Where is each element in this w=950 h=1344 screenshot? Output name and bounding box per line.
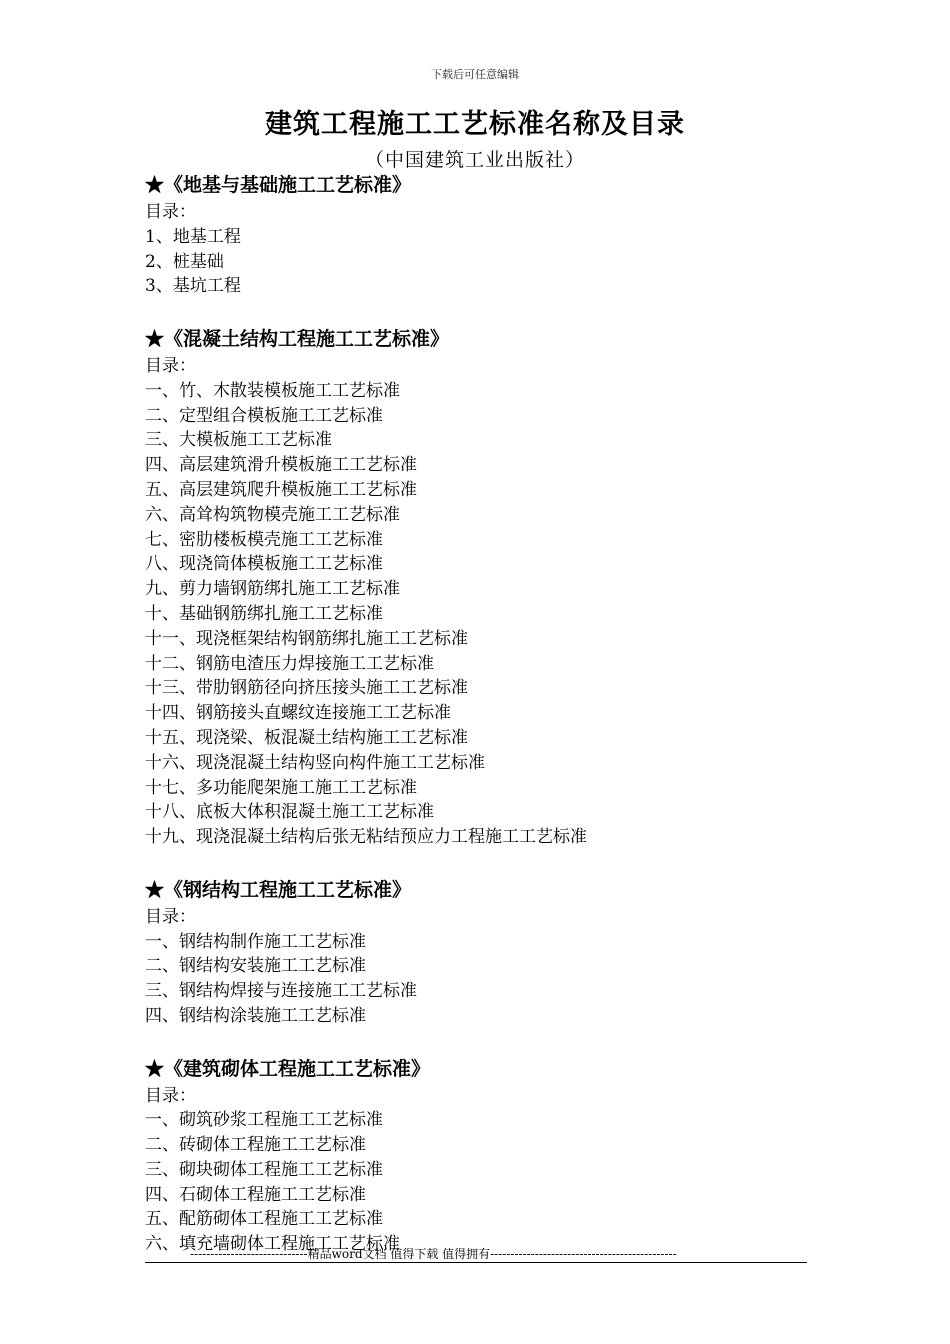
list-item: 十一、现浇框架结构钢筋绑扎施工工艺标准 xyxy=(145,628,468,649)
toc-label: 目录： xyxy=(145,1085,196,1106)
list-item: 十八、底板大体积混凝土施工工艺标准 xyxy=(145,802,434,823)
list-item: 3、基坑工程 xyxy=(145,276,241,297)
list-item: 十三、带肋钢筋径向挤压接头施工工艺标准 xyxy=(145,678,468,699)
toc-label: 目录： xyxy=(145,906,196,927)
list-item: 1、地基工程 xyxy=(145,226,241,247)
list-item: 三、砌块砌体工程施工工艺标准 xyxy=(145,1159,383,1180)
list-item: 一、竹、木散装模板施工工艺标准 xyxy=(145,380,400,401)
list-item: 六、填充墙砌体工程施工工艺标准 xyxy=(145,1234,400,1255)
section-title: ★《建筑砌体工程施工工艺标准》 xyxy=(145,1057,431,1080)
section-title: ★《混凝土结构工程施工工艺标准》 xyxy=(145,327,450,350)
toc-label: 目录： xyxy=(145,202,196,222)
list-item: 七、密肋楼板模壳施工工艺标准 xyxy=(145,529,383,550)
list-item: 一、钢结构制作施工工艺标准 xyxy=(145,931,366,952)
header-note: 下载后可任意编辑 xyxy=(431,68,519,81)
list-item: 2、桩基础 xyxy=(145,251,224,272)
list-item: 十四、钢筋接头直螺纹连接施工工艺标准 xyxy=(145,703,451,724)
toc-label: 目录： xyxy=(145,355,196,376)
list-item: 五、配筋砌体工程施工工艺标准 xyxy=(145,1209,383,1230)
document-body xyxy=(145,170,845,1257)
list-item: 十、基础钢筋绑扎施工工艺标准 xyxy=(145,603,383,624)
list-item: 四、高层建筑滑升模板施工工艺标准 xyxy=(145,455,417,476)
document-subtitle: （中国建筑工业出版社） xyxy=(364,149,585,171)
section-steel xyxy=(145,875,845,1029)
section-concrete xyxy=(145,324,845,850)
list-item: 十七、多功能爬架施工施工工艺标准 xyxy=(145,777,417,798)
footer-text: -----------------------------精品word文档 值得下载 值得拥有---------------------------------------------- xyxy=(190,1247,677,1261)
list-item: 三、钢结构焊接与连接施工工艺标准 xyxy=(145,981,417,1002)
list-item: 十六、现浇混凝土结构竖向构件施工工艺标准 xyxy=(145,752,485,773)
list-item: 十二、钢筋电渣压力焊接施工工艺标准 xyxy=(145,653,434,674)
list-item: 十九、现浇混凝土结构后张无粘结预应力工程施工工艺标准 xyxy=(145,827,587,848)
list-item: 九、剪力墙钢筋绑扎施工工艺标准 xyxy=(145,579,400,600)
list-item: 四、石砌体工程施工工艺标准 xyxy=(145,1184,366,1205)
footer-divider xyxy=(145,1262,807,1263)
list-item: 二、定型组合模板施工工艺标准 xyxy=(145,405,383,426)
list-item: 五、高层建筑爬升模板施工工艺标准 xyxy=(145,479,417,500)
list-item: 四、钢结构涂装施工工艺标准 xyxy=(145,1005,366,1026)
list-item: 十五、现浇梁、板混凝土结构施工工艺标准 xyxy=(145,727,468,748)
list-item: 二、钢结构安装施工工艺标准 xyxy=(145,956,366,977)
section-foundation xyxy=(145,170,845,299)
list-item: 八、现浇筒体模板施工工艺标准 xyxy=(145,554,383,575)
section-title: ★《钢结构工程施工工艺标准》 xyxy=(145,878,412,901)
section-masonry xyxy=(145,1054,845,1258)
list-item: 三、大模板施工工艺标准 xyxy=(145,430,332,451)
list-item: 六、高耸构筑物模壳施工工艺标准 xyxy=(145,504,400,525)
section-title: ★《地基与基础施工工艺标准》 xyxy=(145,174,412,196)
list-item: 一、砌筑砂浆工程施工工艺标准 xyxy=(145,1110,383,1131)
document-title: 建筑工程施工工艺标准名称及目录 xyxy=(265,109,685,140)
list-item: 二、砖砌体工程施工工艺标准 xyxy=(145,1135,366,1156)
